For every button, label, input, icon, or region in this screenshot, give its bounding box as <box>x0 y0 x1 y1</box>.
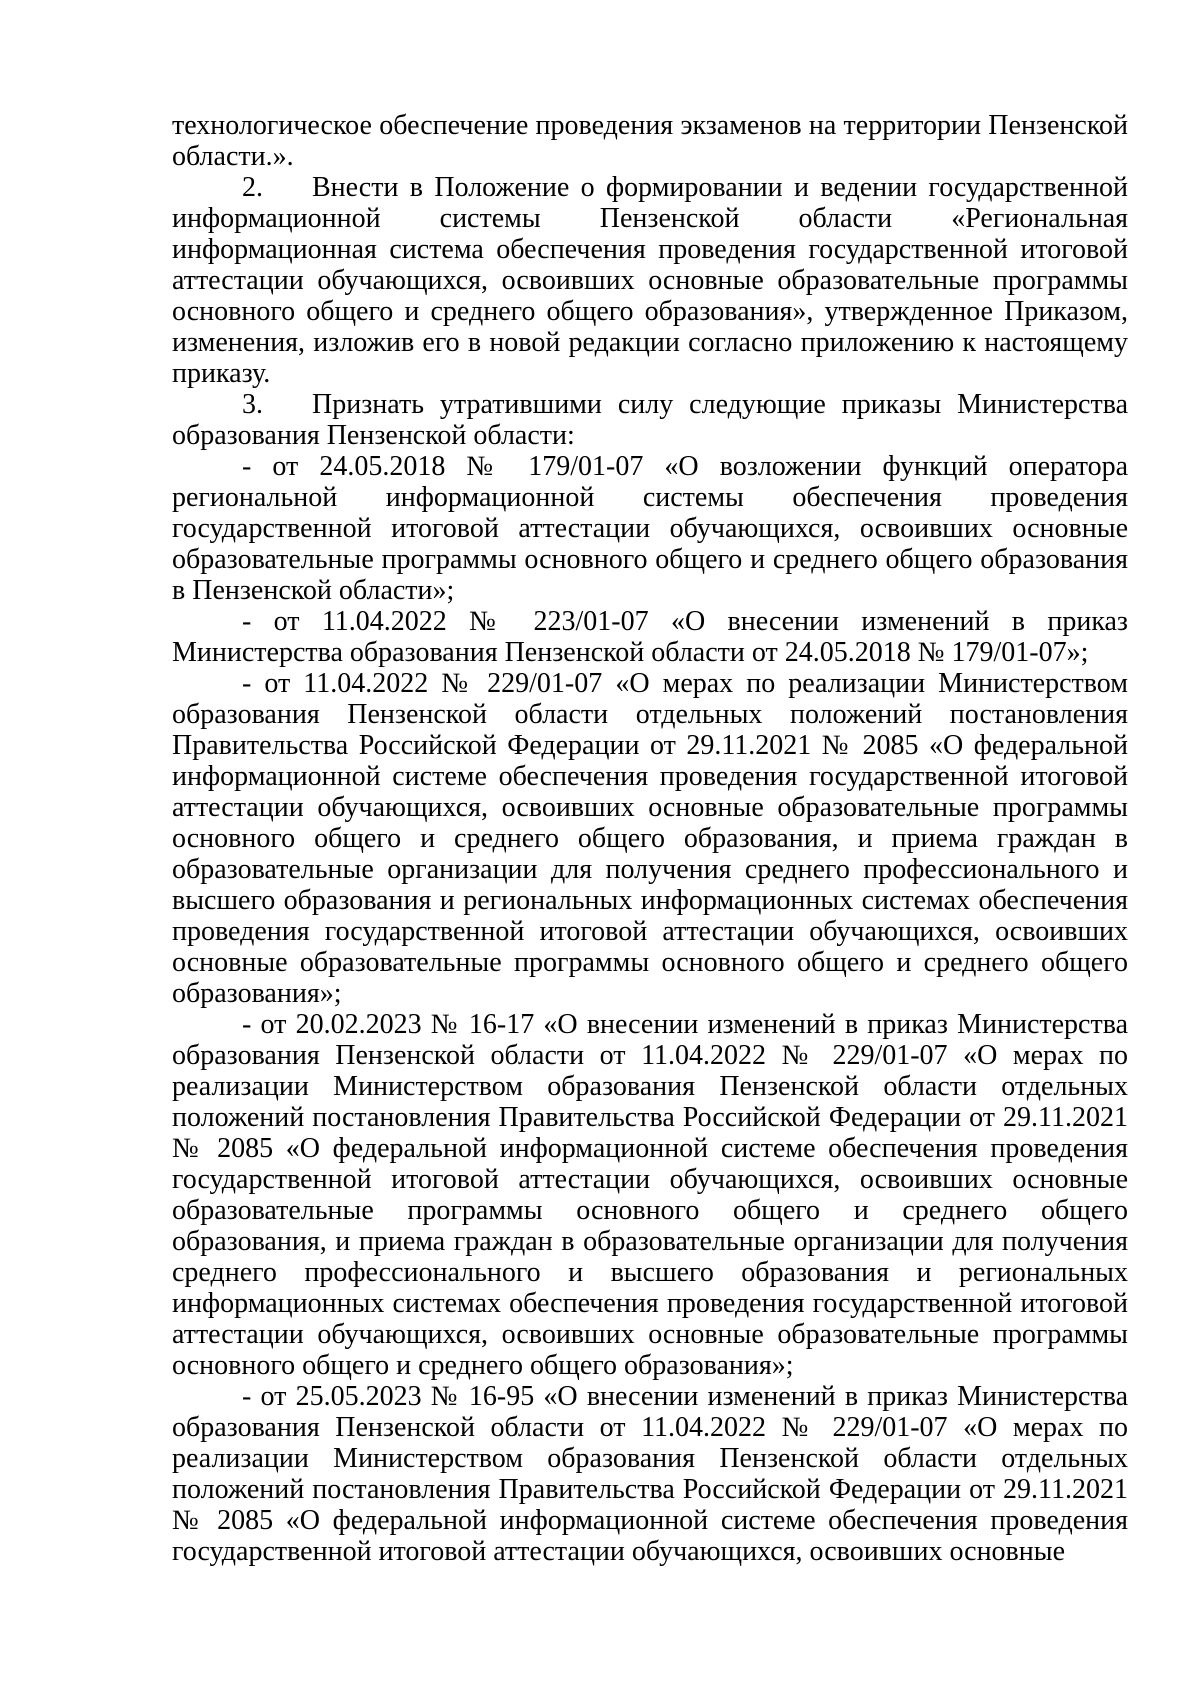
list-item-order-2018-179: - от 24.05.2018 № 179/01-07 «О возложении функций оператора региональной информационной системы обеспечения проведения государственной итоговой аттестации обучающихся, освоивших основные образовательные программы основного общего и среднего общего образования в Пензенской области»; <box>172 451 1128 606</box>
list-item-order-2023-16-17: - от 20.02.2023 № 16-17 «О внесении изменений в приказ Министерства образования Пензенской области от 11.04.2022 № 229/01-07 «О мерах по реализации Министерством образования Пензенской области отдельных положений постановления Правительства Российской Федерации от 29.11.2021 № 2085 «О федеральной информационной системе обеспечения проведения государственной итоговой аттестации обучающихся, освоивших основные образовательные программы основного общего и среднего общего образования, и приема граждан в образовательные организации для получения среднего профессионального и высшего образования и региональных информационных системах обеспечения проведения государственной итоговой аттестации обучающихся, освоивших основные образовательные программы основного общего и среднего общего образования»; <box>172 1009 1128 1381</box>
paragraph-continuation: технологическое обеспечение проведения экзаменов на территории Пензенской области.». <box>172 110 1128 172</box>
paragraph-text: Внести в Положение о формировании и ведении государственной информационной системы Пензенской области «Региональная информационная система обеспечения проведения государственной итоговой аттестации обучающихся, освоивших основные образовательные программы основного общего и среднего общего образования», утвержденное Приказом, изменения, изложив его в новой редакции согласно приложению к настоящему приказу. <box>172 172 1128 389</box>
list-item-order-2022-223: - от 11.04.2022 № 223/01-07 «О внесении изменений в приказ Министерства образования Пензенской области от 24.05.2018 № 179/01-07»; <box>172 606 1128 668</box>
document-body <box>172 110 1128 1567</box>
paragraph-item-3 <box>172 389 1128 451</box>
list-item-order-2022-229: - от 11.04.2022 № 229/01-07 «О мерах по реализации Министерством образования Пензенской области отдельных положений постановления Правительства Российской Федерации от 29.11.2021 № 2085 «О федеральной информационной системе обеспечения проведения государственной итоговой аттестации обучающихся, освоивших основные образовательные программы основного общего и среднего общего образования, и приема граждан в образовательные организации для получения среднего профессионального и высшего образования и региональных информационных системах обеспечения проведения государственной итоговой аттестации обучающихся, освоивших основные образовательные программы основного общего и среднего общего образования»; <box>172 668 1128 1009</box>
list-item-order-2023-16-95: - от 25.05.2023 № 16-95 «О внесении изменений в приказ Министерства образования Пензенской области от 11.04.2022 № 229/01-07 «О мерах по реализации Министерством образования Пензенской области отдельных положений постановления Правительства Российской Федерации от 29.11.2021 № 2085 «О федеральной информационной системе обеспечения проведения государственной итоговой аттестации обучающихся, освоивших основные <box>172 1381 1128 1567</box>
paragraph-item-2 <box>172 172 1128 389</box>
paragraph-number: 3. <box>242 389 263 420</box>
paragraph-number: 2. <box>242 172 263 203</box>
paragraph-text: Признать утратившими силу следующие приказы Министерства образования Пензенской области: <box>172 389 1128 451</box>
